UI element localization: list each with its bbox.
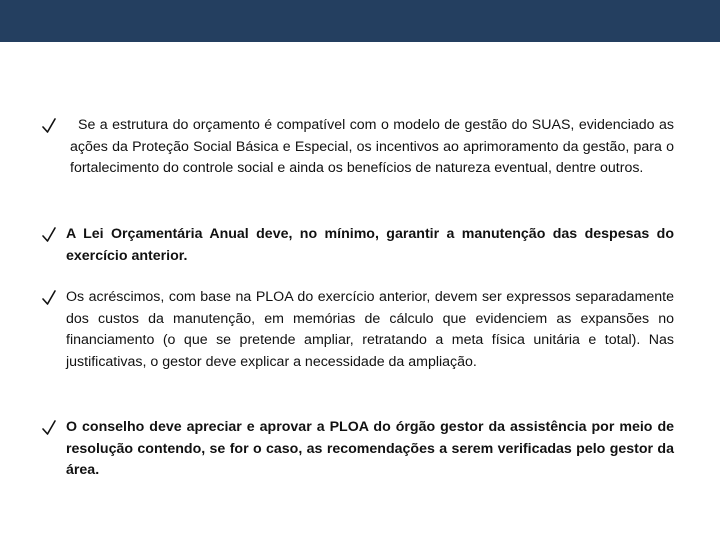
bullet-text: O conselho deve apreciar e aprovar a PLOA do órgão gestor da assistência por meio de resolução contendo, se for o caso, as recomendações a serem verificadas pelo gestor da área. (66, 419, 674, 478)
header-bar (0, 0, 720, 42)
checkmark-icon (40, 115, 60, 137)
checkmark-icon (40, 224, 60, 246)
bullet-text: Se a estrutura do orçamento é compatível com o modelo de gestão do SUAS, evidenciado as ações da Proteção Social Básica e Especial, os incentivos ao aprimoramento da gestão, para o fortalecimento do controle social e ainda os benefícios de natureza eventual, dentre outros. (70, 117, 674, 176)
bullet-item (40, 417, 680, 482)
bullet-item (40, 224, 680, 267)
bullet-text: Os acréscimos, com base na PLOA do exercício anterior, devem ser expressos separadamente dos custos da manutenção, em memórias de cálculo que evidenciem as expansões no financiamento (o que se pretende ampliar, retratando a meta física unitária e total). Nas justificativas, o gestor deve explicar a necessidade da ampliação. (66, 289, 674, 370)
bullet-item (40, 115, 680, 180)
bullet-text: A Lei Orçamentária Anual deve, no mínimo, garantir a manutenção das despesas do exercício anterior. (66, 226, 674, 264)
checkmark-icon (40, 287, 60, 309)
bullet-item (40, 287, 680, 373)
checkmark-icon (40, 417, 60, 439)
